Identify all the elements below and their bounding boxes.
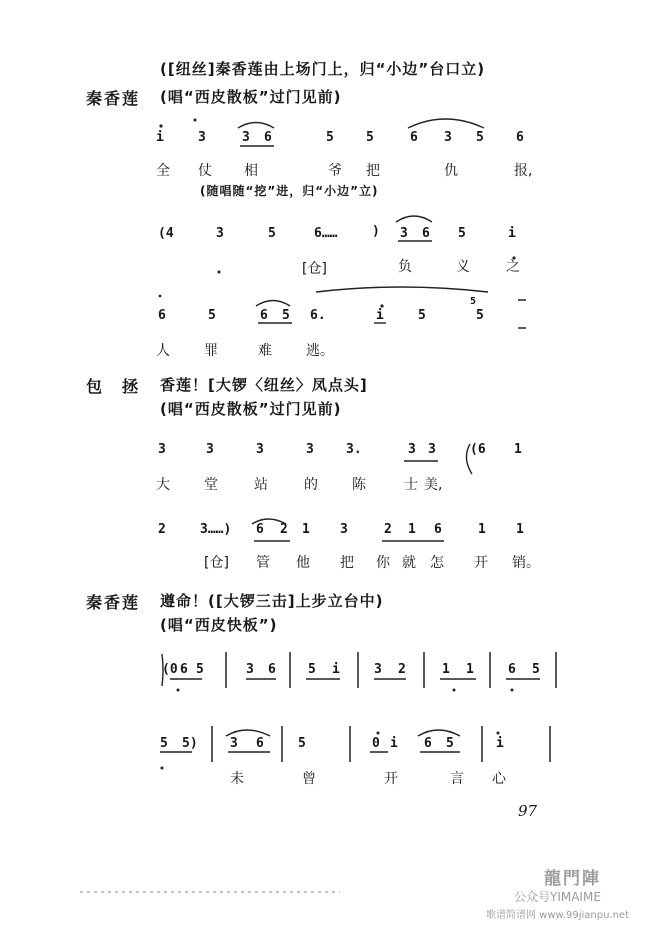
lyric: 把 [340,555,354,571]
lyric: 相 [244,163,258,179]
note: 5 [282,308,290,323]
note: 5 [366,130,374,145]
lyric: 的 [304,477,318,493]
note: i [390,736,398,751]
lyric: 美, [424,477,443,493]
slur [256,301,290,307]
note: 1 [408,522,416,537]
note: 5 [446,736,454,751]
note: 6 [516,130,524,145]
note: 1 [516,522,524,537]
grace-note: 5 [470,296,477,307]
note: 6 [264,130,272,145]
lyric: 就 [402,555,416,571]
singing-direction: (唱“西皮散板”过门见前) [160,400,342,418]
note: (4 [158,226,174,241]
note: 5 [458,226,466,241]
note: 5 [308,662,316,677]
lyric: 销。 [512,555,540,571]
note: 6 [260,308,268,323]
note: (0 [162,662,178,677]
note: ) [372,224,380,239]
stage-direction: (随唱随“挖”进，归“小边”立) [200,184,379,198]
note: 6 [158,308,166,323]
lyric: 心 [492,771,506,787]
note: 5 [476,130,484,145]
lyric: 言 [450,771,464,787]
percussion-cue: [仓] [302,261,327,277]
speaker-name: 秦香莲 [86,593,141,612]
note: 3 [256,442,264,457]
note: 6 [268,662,276,677]
note: 2 [158,522,166,537]
note: 3 [216,226,224,241]
lyric: 全 [156,163,170,179]
note: i [332,662,340,677]
lyric: 士 [404,477,418,493]
stage-direction: 香莲！[大锣〈纽丝〉凤点头] [160,376,368,394]
lyric: 爷 [328,163,342,179]
singing-direction: (唱“西皮散板”过门见前) [160,88,342,106]
lyric: 负 [398,259,412,275]
note: 1 [442,662,450,677]
note: i [376,308,384,323]
note: 1 [466,662,474,677]
speaker-name: 秦香莲 [86,89,141,108]
note: 5 [196,662,204,677]
lyric: 未 [230,771,244,787]
lyric: 堂 [204,477,218,493]
lyric: 大 [156,477,170,493]
lyric: 站 [254,477,268,493]
lyric: 开 [474,555,488,571]
note: 3 [408,442,416,457]
note: 5 [298,736,306,751]
note: 5 [160,736,168,751]
note: i [156,130,164,145]
note: i [496,736,504,751]
lyric: 仗 [198,163,212,179]
note: 2 [384,522,392,537]
note: 5 [208,308,216,323]
note: 6 [508,662,516,677]
note: 6 [180,662,188,677]
percussion-cue: [仓] [204,555,229,571]
singing-direction: (唱“西皮快板”) [160,616,278,634]
lyric: 仇 [444,163,458,179]
lyric: 管 [256,555,270,571]
lyric: 曾 [302,771,316,787]
note: 3……) [200,522,232,537]
lyric: 你 [376,555,390,571]
note: 1 [478,522,486,537]
slur [316,287,488,292]
lyric: 逃。 [306,343,334,359]
lyric: 之 [506,259,520,275]
lyric: 罪 [204,343,218,359]
speaker-name: 包 拯 [86,377,141,396]
note: 6 [410,130,418,145]
note: 5 [268,226,276,241]
note: 3 [340,522,348,537]
slur [408,119,484,128]
note: 6…… [314,226,338,241]
lyric: 怎 [430,555,444,571]
note: 3 [198,130,206,145]
note: 6 [256,736,264,751]
note: 3 [374,662,382,677]
lyric: 开 [384,771,398,787]
note: 3. [346,442,362,457]
note: 3 [444,130,452,145]
slur [396,216,432,222]
note: i [508,226,516,241]
note: 6 [256,522,264,537]
lyric: 他 [296,555,310,571]
note: 1 [514,442,522,457]
note: 3 [206,442,214,457]
note: 5) [182,736,198,751]
page-number: 97 [518,802,538,820]
note: 6 [434,522,442,537]
stage-direction: 遵命！([大锣三击]上步立台中) [160,592,384,610]
note: 3 [306,442,314,457]
note: 3 [246,662,254,677]
note: 6 [424,736,432,751]
slur [238,123,274,129]
watermark-logo: 龍門陣 [544,869,601,889]
lyric: 陈 [352,477,366,493]
note: 5 [476,308,484,323]
note: 3 [158,442,166,457]
note: 2 [280,522,288,537]
watermark-site: 歌谱简谱网 www.99jianpu.net [486,910,629,921]
stage-direction: ([纽丝]秦香莲由上场门上，归“小边”台口立) [160,60,486,78]
lyric: 把 [366,163,380,179]
note: 6 [422,226,430,241]
note: 1 [302,522,310,537]
note: 3 [400,226,408,241]
note: 3 [428,442,436,457]
note: 0 [372,736,380,751]
lyric: 报, [514,163,533,179]
note: 3 [242,130,250,145]
note: 5 [418,308,426,323]
note: 6. [310,308,326,323]
lyric: 义 [456,259,470,275]
note: 5 [532,662,540,677]
note: 2 [398,662,406,677]
note: 5 [326,130,334,145]
lyric: 难 [258,343,272,359]
note: (6 [470,442,486,457]
note: 3 [230,736,238,751]
watermark-account: 公众号YIMAIME [514,890,601,904]
lyric: 人 [156,343,170,359]
